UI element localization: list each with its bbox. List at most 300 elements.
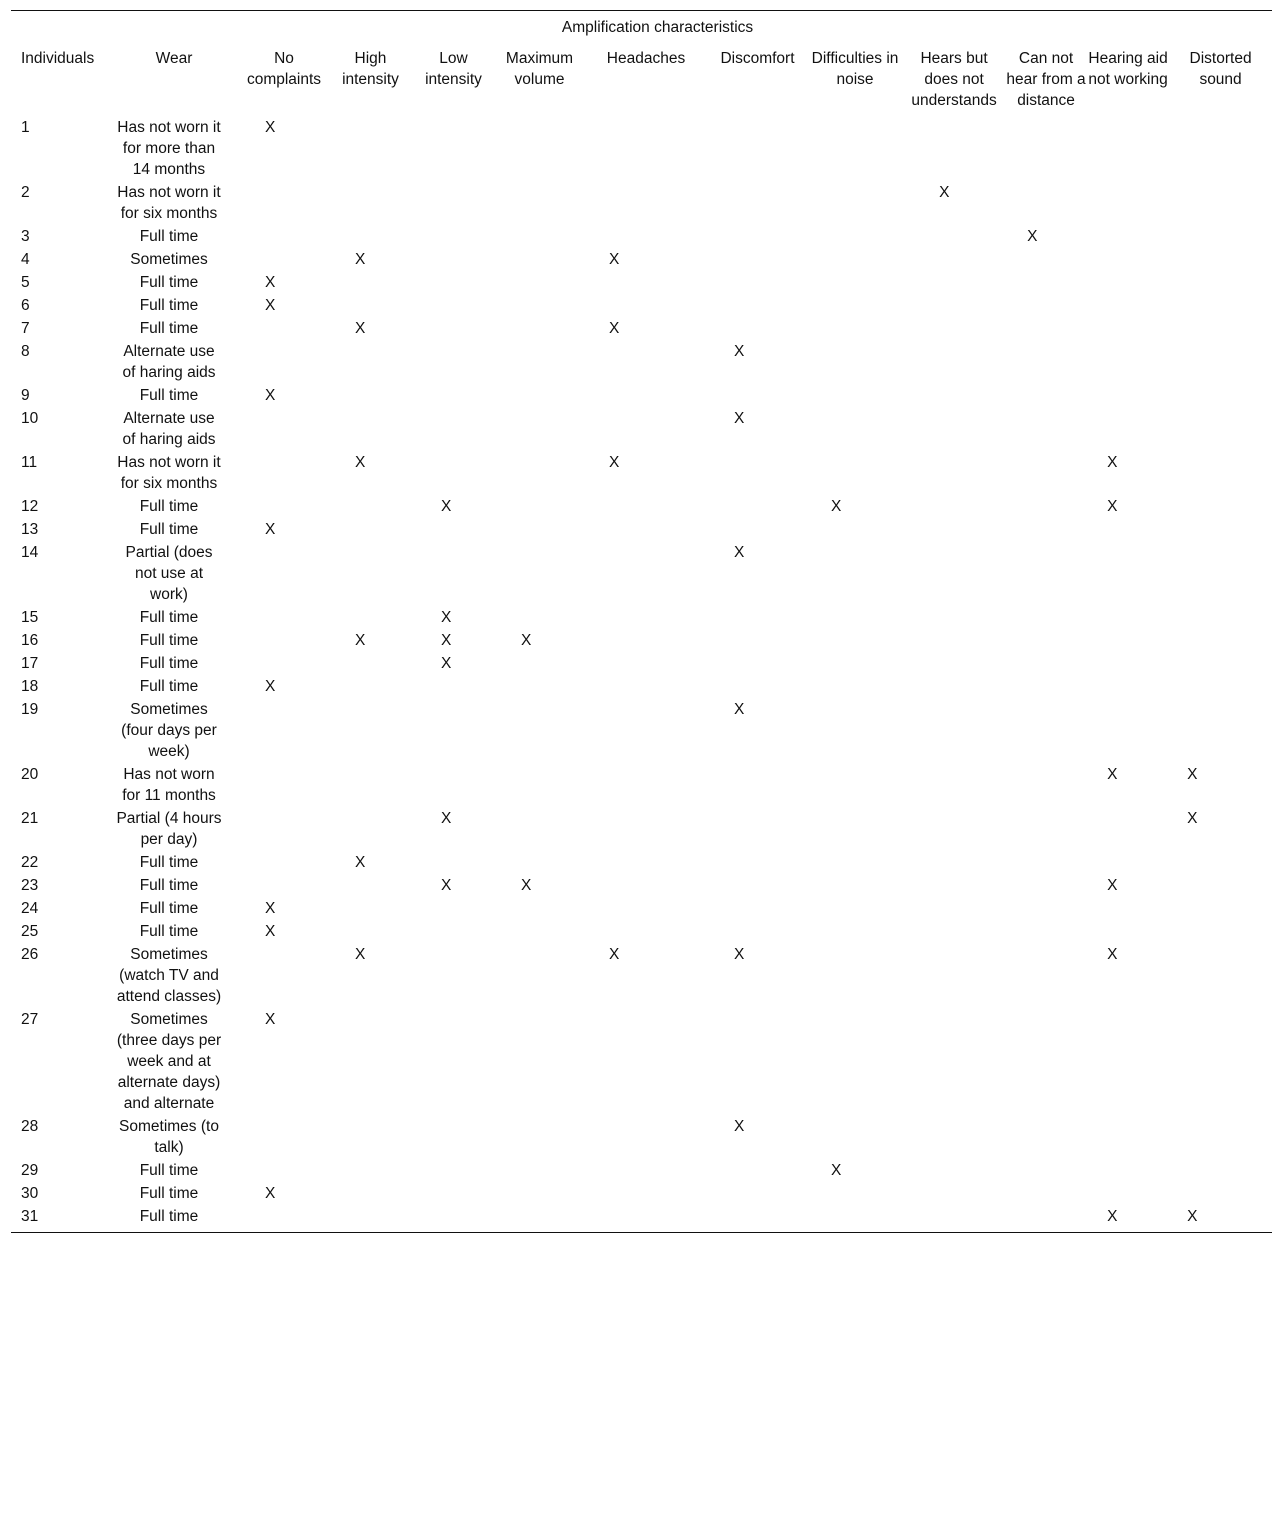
cell-hearing-aid-not-working	[1087, 247, 1169, 270]
cell-maximum-volume	[495, 270, 584, 293]
table-row	[11, 224, 1272, 247]
cell-maximum-volume	[495, 1181, 584, 1204]
x-mark: X	[734, 410, 745, 427]
cell-discomfort	[708, 247, 807, 270]
cell-difficulties-in-noise	[807, 293, 903, 316]
cell-low-intensity	[412, 293, 495, 316]
cell-hearing-aid-not-working	[1087, 115, 1169, 180]
cell-cannot-hear-distance	[1005, 450, 1087, 494]
cell-hearing-aid-not-working	[1087, 896, 1169, 919]
cell-hearing-aid-not-working	[1087, 850, 1169, 873]
cell-headaches	[584, 762, 708, 806]
table-header	[11, 11, 1272, 116]
cell-discomfort	[708, 762, 807, 806]
cell-maximum-volume	[495, 293, 584, 316]
column-header-distorted-sound: Distorted sound	[1189, 50, 1252, 88]
x-mark: X	[355, 854, 366, 871]
x-mark: X	[734, 343, 745, 360]
cell-maximum-volume	[495, 850, 584, 873]
cell-hears-not-understands	[903, 339, 1005, 383]
cell-no-complaints	[239, 1204, 329, 1233]
x-mark: X	[355, 454, 366, 471]
x-mark: X	[609, 454, 620, 471]
cell-cannot-hear-distance	[1005, 517, 1087, 540]
cell-high-intensity	[329, 651, 412, 674]
individual-id: 26	[21, 946, 39, 963]
cell-difficulties-in-noise	[807, 605, 903, 628]
individual-id: 17	[21, 655, 39, 672]
column-header-discomfort: Discomfort	[720, 50, 795, 67]
cell-distorted-sound	[1169, 1204, 1272, 1233]
individual-id: 9	[21, 387, 30, 404]
cell-no-complaints	[239, 224, 329, 247]
cell-cannot-hear-distance	[1005, 1007, 1087, 1114]
cell-distorted-sound	[1169, 316, 1272, 339]
wear-cell: Full time	[139, 678, 199, 695]
cell-hears-not-understands	[903, 316, 1005, 339]
cell-cannot-hear-distance	[1005, 115, 1087, 180]
cell-difficulties-in-noise	[807, 180, 903, 224]
x-mark: X	[1107, 454, 1118, 471]
cell-cannot-hear-distance	[1005, 896, 1087, 919]
table-row	[11, 247, 1272, 270]
cell-high-intensity	[329, 674, 412, 697]
cell-cannot-hear-distance	[1005, 270, 1087, 293]
cell-low-intensity	[412, 115, 495, 180]
cell-high-intensity	[329, 450, 412, 494]
cell-hearing-aid-not-working	[1087, 1007, 1169, 1114]
table-row	[11, 406, 1272, 450]
table-row	[11, 674, 1272, 697]
cell-cannot-hear-distance	[1005, 540, 1087, 605]
x-mark: X	[265, 678, 276, 695]
cell-cannot-hear-distance	[1005, 942, 1087, 1007]
cell-discomfort	[708, 896, 807, 919]
table-row	[11, 942, 1272, 1007]
cell-low-intensity	[412, 1114, 495, 1158]
cell-hearing-aid-not-working	[1087, 540, 1169, 605]
cell-difficulties-in-noise	[807, 873, 903, 896]
cell-no-complaints	[239, 762, 329, 806]
wear-cell: Full time	[139, 923, 199, 940]
cell-hears-not-understands	[903, 270, 1005, 293]
cell-distorted-sound	[1169, 180, 1272, 224]
wear-cell: Full time	[139, 274, 199, 291]
cell-hearing-aid-not-working	[1087, 762, 1169, 806]
wear-cell: Full time	[139, 1162, 199, 1179]
cell-no-complaints	[239, 697, 329, 762]
x-mark: X	[265, 297, 276, 314]
cell-low-intensity	[412, 674, 495, 697]
wear-cell: Has not worn it for six months	[117, 454, 221, 492]
cell-distorted-sound	[1169, 697, 1272, 762]
cell-discomfort	[708, 1007, 807, 1114]
cell-hears-not-understands	[903, 1158, 1005, 1181]
cell-headaches	[584, 1181, 708, 1204]
x-mark: X	[1027, 228, 1038, 245]
individual-id: 6	[21, 297, 30, 314]
cell-high-intensity	[329, 1158, 412, 1181]
table-row	[11, 651, 1272, 674]
group-header-row	[11, 11, 1272, 39]
wear-cell: Full time	[139, 1185, 199, 1202]
column-header-row	[11, 38, 1272, 115]
cell-high-intensity	[329, 806, 412, 850]
wear-cell: Full time	[139, 655, 199, 672]
column-header-hearing-aid-not-working: Hearing aid not working	[1088, 50, 1168, 88]
cell-headaches	[584, 180, 708, 224]
cell-headaches	[584, 896, 708, 919]
x-mark: X	[355, 251, 366, 268]
cell-maximum-volume	[495, 383, 584, 406]
cell-high-intensity	[329, 517, 412, 540]
cell-headaches	[584, 270, 708, 293]
cell-headaches	[584, 1114, 708, 1158]
cell-high-intensity	[329, 1181, 412, 1204]
individual-id: 7	[21, 320, 30, 337]
individual-id: 12	[21, 498, 39, 515]
cell-hearing-aid-not-working	[1087, 316, 1169, 339]
x-mark: X	[441, 810, 452, 827]
cell-high-intensity	[329, 1007, 412, 1114]
cell-hears-not-understands	[903, 850, 1005, 873]
cell-maximum-volume	[495, 339, 584, 383]
cell-hearing-aid-not-working	[1087, 1181, 1169, 1204]
table-row	[11, 1007, 1272, 1114]
cell-low-intensity	[412, 494, 495, 517]
cell-distorted-sound	[1169, 651, 1272, 674]
x-mark: X	[355, 632, 366, 649]
cell-low-intensity	[412, 180, 495, 224]
cell-difficulties-in-noise	[807, 339, 903, 383]
cell-hears-not-understands	[903, 1007, 1005, 1114]
cell-hears-not-understands	[903, 1114, 1005, 1158]
cell-no-complaints	[239, 1158, 329, 1181]
cell-distorted-sound	[1169, 873, 1272, 896]
cell-difficulties-in-noise	[807, 1181, 903, 1204]
cell-maximum-volume	[495, 180, 584, 224]
x-mark: X	[1107, 877, 1118, 894]
cell-headaches	[584, 293, 708, 316]
cell-high-intensity	[329, 942, 412, 1007]
cell-high-intensity	[329, 896, 412, 919]
cell-hears-not-understands	[903, 919, 1005, 942]
cell-no-complaints	[239, 270, 329, 293]
cell-cannot-hear-distance	[1005, 873, 1087, 896]
cell-headaches	[584, 1007, 708, 1114]
cell-maximum-volume	[495, 1158, 584, 1181]
cell-headaches	[584, 316, 708, 339]
cell-hearing-aid-not-working	[1087, 628, 1169, 651]
cell-no-complaints	[239, 651, 329, 674]
cell-distorted-sound	[1169, 450, 1272, 494]
cell-difficulties-in-noise	[807, 1114, 903, 1158]
cell-cannot-hear-distance	[1005, 762, 1087, 806]
cell-cannot-hear-distance	[1005, 1204, 1087, 1233]
cell-distorted-sound	[1169, 605, 1272, 628]
cell-hearing-aid-not-working	[1087, 224, 1169, 247]
cell-cannot-hear-distance	[1005, 605, 1087, 628]
cell-maximum-volume	[495, 605, 584, 628]
cell-low-intensity	[412, 406, 495, 450]
cell-headaches	[584, 247, 708, 270]
cell-no-complaints	[239, 450, 329, 494]
cell-low-intensity	[412, 942, 495, 1007]
cell-distorted-sound	[1169, 806, 1272, 850]
x-mark: X	[1107, 946, 1118, 963]
wear-cell: Alternate use of haring aids	[122, 343, 216, 381]
cell-discomfort	[708, 339, 807, 383]
cell-discomfort	[708, 1204, 807, 1233]
cell-difficulties-in-noise	[807, 316, 903, 339]
x-mark: X	[265, 1185, 276, 1202]
cell-distorted-sound	[1169, 896, 1272, 919]
cell-maximum-volume	[495, 1007, 584, 1114]
cell-maximum-volume	[495, 247, 584, 270]
cell-hearing-aid-not-working	[1087, 674, 1169, 697]
cell-distorted-sound	[1169, 224, 1272, 247]
cell-cannot-hear-distance	[1005, 247, 1087, 270]
cell-headaches	[584, 494, 708, 517]
cell-cannot-hear-distance	[1005, 494, 1087, 517]
cell-distorted-sound	[1169, 1007, 1272, 1114]
wear-cell: Full time	[139, 1208, 199, 1225]
individual-id: 23	[21, 877, 39, 894]
cell-hears-not-understands	[903, 1204, 1005, 1233]
wear-cell: Full time	[139, 900, 199, 917]
cell-discomfort	[708, 651, 807, 674]
individual-id: 21	[21, 810, 39, 827]
cell-difficulties-in-noise	[807, 115, 903, 180]
cell-hears-not-understands	[903, 651, 1005, 674]
individual-id: 4	[21, 251, 30, 268]
cell-no-complaints	[239, 1007, 329, 1114]
cell-maximum-volume	[495, 919, 584, 942]
cell-hearing-aid-not-working	[1087, 494, 1169, 517]
cell-cannot-hear-distance	[1005, 224, 1087, 247]
cell-distorted-sound	[1169, 517, 1272, 540]
cell-headaches	[584, 383, 708, 406]
cell-maximum-volume	[495, 674, 584, 697]
cell-cannot-hear-distance	[1005, 806, 1087, 850]
cell-maximum-volume	[495, 942, 584, 1007]
table-row	[11, 540, 1272, 605]
wear-cell: Full time	[139, 632, 199, 649]
cell-cannot-hear-distance	[1005, 406, 1087, 450]
cell-hears-not-understands	[903, 762, 1005, 806]
x-mark: X	[441, 632, 452, 649]
cell-difficulties-in-noise	[807, 406, 903, 450]
cell-low-intensity	[412, 517, 495, 540]
cell-maximum-volume	[495, 806, 584, 850]
x-mark: X	[609, 320, 620, 337]
cell-distorted-sound	[1169, 1114, 1272, 1158]
x-mark: X	[1187, 766, 1198, 783]
cell-discomfort	[708, 224, 807, 247]
cell-maximum-volume	[495, 628, 584, 651]
cell-high-intensity	[329, 919, 412, 942]
cell-cannot-hear-distance	[1005, 1158, 1087, 1181]
cell-high-intensity	[329, 115, 412, 180]
cell-low-intensity	[412, 316, 495, 339]
cell-difficulties-in-noise	[807, 224, 903, 247]
cell-headaches	[584, 450, 708, 494]
x-mark: X	[265, 521, 276, 538]
cell-no-complaints	[239, 540, 329, 605]
cell-discomfort	[708, 270, 807, 293]
cell-low-intensity	[412, 270, 495, 293]
cell-headaches	[584, 605, 708, 628]
cell-distorted-sound	[1169, 406, 1272, 450]
cell-low-intensity	[412, 1158, 495, 1181]
wear-cell: Sometimes (watch TV and attend classes)	[116, 946, 222, 1005]
cell-cannot-hear-distance	[1005, 180, 1087, 224]
column-header-no-complaints: No complaints	[246, 50, 322, 88]
x-mark: X	[939, 184, 950, 201]
cell-difficulties-in-noise	[807, 540, 903, 605]
cell-difficulties-in-noise	[807, 247, 903, 270]
x-mark: X	[1107, 1208, 1118, 1225]
cell-difficulties-in-noise	[807, 806, 903, 850]
cell-high-intensity	[329, 540, 412, 605]
cell-hearing-aid-not-working	[1087, 383, 1169, 406]
cell-high-intensity	[329, 247, 412, 270]
cell-difficulties-in-noise	[807, 1158, 903, 1181]
cell-no-complaints	[239, 1114, 329, 1158]
wear-cell: Full time	[139, 609, 199, 626]
cell-maximum-volume	[495, 316, 584, 339]
cell-high-intensity	[329, 628, 412, 651]
cell-distorted-sound	[1169, 919, 1272, 942]
cell-high-intensity	[329, 494, 412, 517]
individual-id: 3	[21, 228, 30, 245]
x-mark: X	[265, 1011, 276, 1028]
individual-id: 27	[21, 1011, 39, 1028]
cell-high-intensity	[329, 293, 412, 316]
cell-no-complaints	[239, 806, 329, 850]
cell-cannot-hear-distance	[1005, 339, 1087, 383]
table-row	[11, 850, 1272, 873]
cell-hears-not-understands	[903, 942, 1005, 1007]
cell-high-intensity	[329, 339, 412, 383]
cell-headaches	[584, 697, 708, 762]
cell-hears-not-understands	[903, 540, 1005, 605]
x-mark: X	[609, 946, 620, 963]
table-row	[11, 180, 1272, 224]
table-row	[11, 339, 1272, 383]
wear-cell: Full time	[139, 521, 199, 538]
cell-difficulties-in-noise	[807, 517, 903, 540]
table-row	[11, 1181, 1272, 1204]
cell-cannot-hear-distance	[1005, 850, 1087, 873]
cell-hearing-aid-not-working	[1087, 873, 1169, 896]
cell-low-intensity	[412, 383, 495, 406]
cell-hearing-aid-not-working	[1087, 1158, 1169, 1181]
x-mark: X	[265, 274, 276, 291]
cell-headaches	[584, 1158, 708, 1181]
individual-id: 20	[21, 766, 39, 783]
table-row	[11, 806, 1272, 850]
cell-headaches	[584, 115, 708, 180]
cell-headaches	[584, 224, 708, 247]
cell-low-intensity	[412, 224, 495, 247]
individual-id: 11	[21, 454, 38, 471]
cell-no-complaints	[239, 674, 329, 697]
cell-hears-not-understands	[903, 873, 1005, 896]
cell-low-intensity	[412, 339, 495, 383]
x-mark: X	[521, 632, 532, 649]
column-header-difficulties-in-noise: Difficulties in noise	[811, 50, 899, 88]
cell-discomfort	[708, 383, 807, 406]
x-mark: X	[441, 655, 452, 672]
cell-no-complaints	[239, 605, 329, 628]
table-row	[11, 316, 1272, 339]
cell-discomfort	[708, 517, 807, 540]
cell-hearing-aid-not-working	[1087, 806, 1169, 850]
cell-low-intensity	[412, 806, 495, 850]
cell-distorted-sound	[1169, 115, 1272, 180]
wear-cell: Sometimes (three days per week and at alternate days) and alternate	[116, 1011, 222, 1112]
individual-id: 5	[21, 274, 30, 291]
individual-id: 31	[21, 1208, 39, 1225]
individual-id: 8	[21, 343, 30, 360]
cell-difficulties-in-noise	[807, 494, 903, 517]
x-mark: X	[831, 498, 842, 515]
cell-headaches	[584, 651, 708, 674]
cell-discomfort	[708, 1158, 807, 1181]
cell-hears-not-understands	[903, 517, 1005, 540]
cell-no-complaints	[239, 896, 329, 919]
cell-distorted-sound	[1169, 293, 1272, 316]
cell-discomfort	[708, 316, 807, 339]
cell-high-intensity	[329, 180, 412, 224]
column-header-hears-not-understands: Hears but does not understands	[911, 50, 997, 109]
cell-low-intensity	[412, 1181, 495, 1204]
x-mark: X	[734, 544, 745, 561]
cell-hearing-aid-not-working	[1087, 919, 1169, 942]
cell-discomfort	[708, 697, 807, 762]
cell-difficulties-in-noise	[807, 762, 903, 806]
cell-no-complaints	[239, 942, 329, 1007]
cell-discomfort	[708, 494, 807, 517]
cell-distorted-sound	[1169, 494, 1272, 517]
cell-low-intensity	[412, 919, 495, 942]
cell-high-intensity	[329, 697, 412, 762]
individual-id: 28	[21, 1118, 39, 1135]
cell-low-intensity	[412, 605, 495, 628]
cell-headaches	[584, 942, 708, 1007]
cell-hears-not-understands	[903, 293, 1005, 316]
cell-headaches	[584, 850, 708, 873]
cell-no-complaints	[239, 873, 329, 896]
cell-high-intensity	[329, 762, 412, 806]
cell-discomfort	[708, 873, 807, 896]
cell-discomfort	[708, 605, 807, 628]
wear-cell: Full time	[139, 877, 199, 894]
cell-maximum-volume	[495, 540, 584, 605]
table-row	[11, 1158, 1272, 1181]
cell-discomfort	[708, 806, 807, 850]
individual-id: 25	[21, 923, 39, 940]
cell-distorted-sound	[1169, 942, 1272, 1007]
cell-maximum-volume	[495, 651, 584, 674]
cell-high-intensity	[329, 1204, 412, 1233]
cell-cannot-hear-distance	[1005, 919, 1087, 942]
cell-maximum-volume	[495, 450, 584, 494]
cell-no-complaints	[239, 494, 329, 517]
table-row	[11, 605, 1272, 628]
x-mark: X	[355, 946, 366, 963]
